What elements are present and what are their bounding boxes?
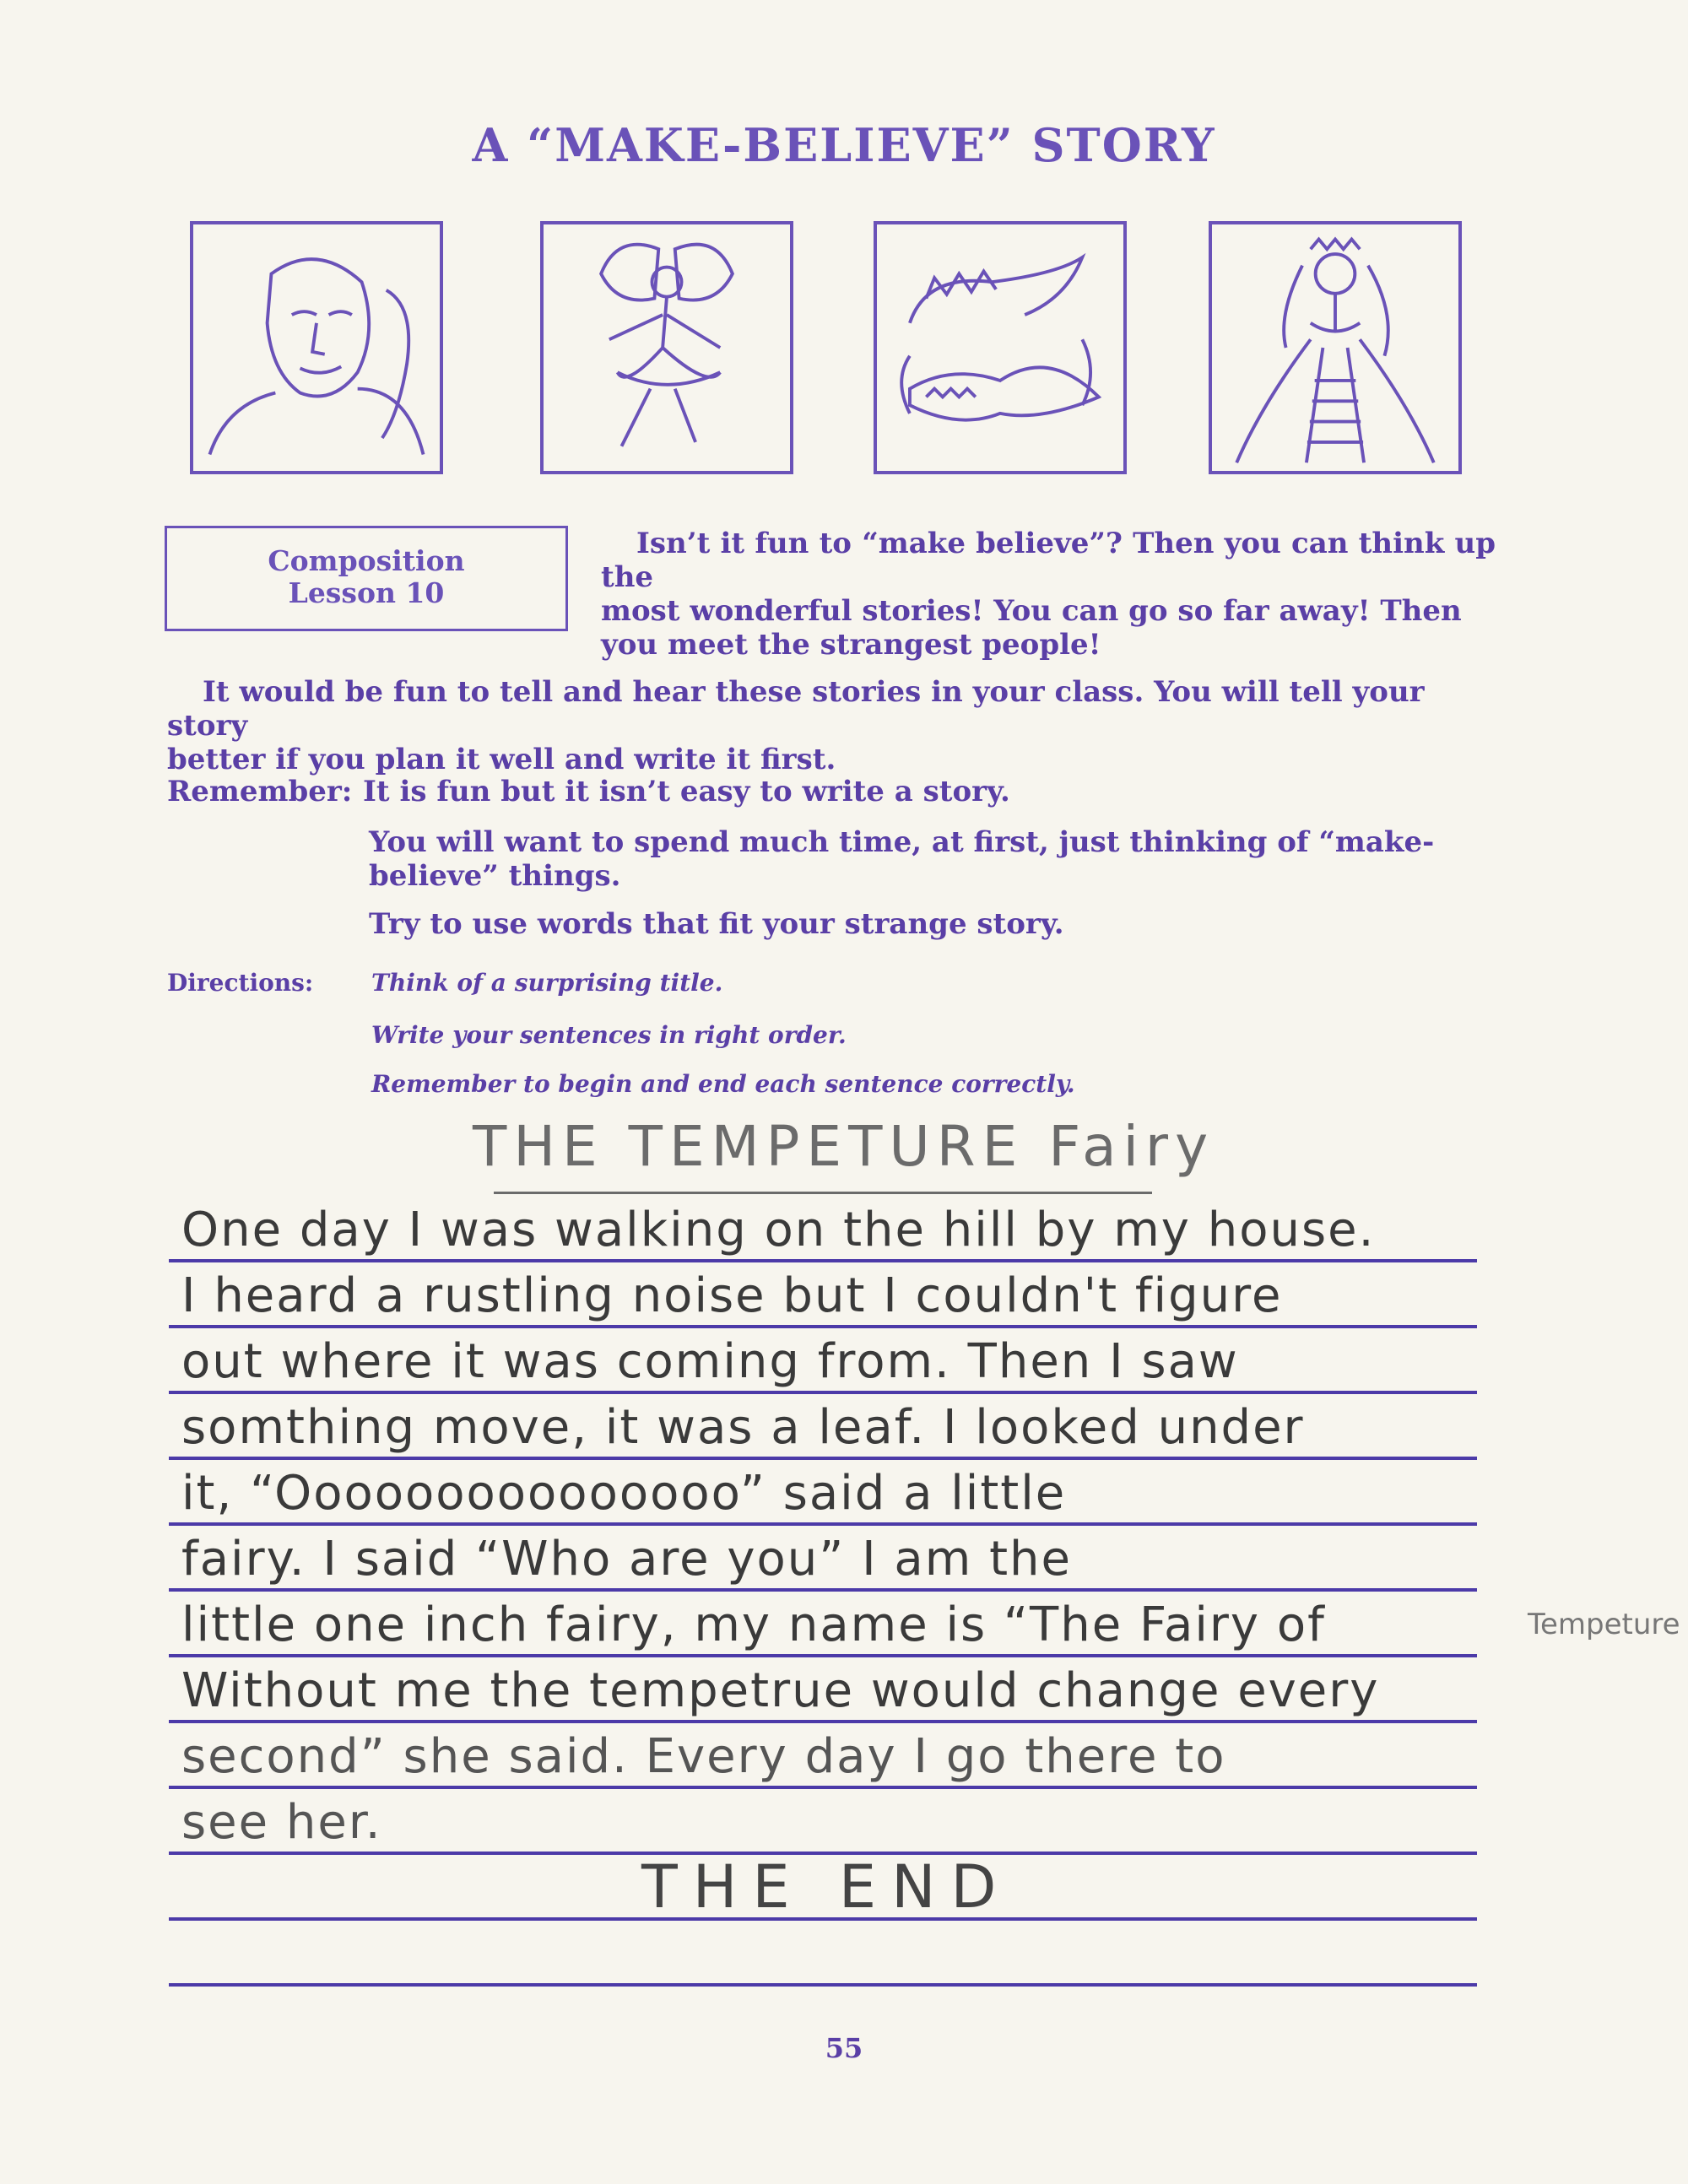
margin-note: Tempeture: [1528, 1608, 1680, 1641]
remember-item: believe” things.: [369, 859, 621, 893]
remember-item: You will want to spend much time, at first, just thinking of “make-: [369, 825, 1435, 859]
story-line: One day I was walking on the hill by my house.: [181, 1203, 1376, 1257]
fairy-illustration: [540, 221, 793, 474]
princess-illustration: [1209, 221, 1462, 474]
ruled-line: [169, 1588, 1477, 1592]
story-line: Without me the tempetrue would change every: [181, 1663, 1380, 1718]
man-illustration: [190, 221, 443, 474]
paragraph-line: better if you plan it well and write it first.: [167, 743, 836, 776]
story-line: I heard a rustling noise but I couldn't figure: [181, 1268, 1283, 1323]
intro-line: most wonderful stories! You can go so far away! Then: [601, 594, 1462, 628]
ruled-line: [169, 1391, 1477, 1394]
ruled-line: [169, 1720, 1477, 1723]
story-line: see her.: [181, 1795, 382, 1850]
paragraph-line: It would be fun to tell and hear these stories in your class. You will tell your story: [167, 675, 1425, 743]
ruled-line: [169, 1983, 1477, 1987]
ruled-line: [169, 1654, 1477, 1657]
ruled-line: [169, 1325, 1477, 1328]
ruled-line: [169, 1786, 1477, 1789]
direction-item: Write your sentences in right order.: [371, 1021, 847, 1049]
instruction-paragraph: [167, 675, 1496, 776]
title-underline: [494, 1192, 1152, 1194]
remember-item: Try to use words that fit your strange story.: [369, 907, 1064, 941]
page-number: 55: [825, 2032, 863, 2064]
story-line: it, “Ooooooooooooooo” said a little: [181, 1466, 1067, 1521]
remember-label: Remember:: [167, 775, 353, 808]
story-line: little one inch fairy, my name is “The Fairy of: [181, 1597, 1326, 1652]
intro-line: Isn’t it fun to “make believe”? Then you can think up the: [601, 527, 1496, 594]
lesson-label: Composition: [268, 544, 465, 577]
remember-item: It is fun but it isn’t easy to write a story.: [363, 775, 1010, 808]
ruled-line: [169, 1522, 1477, 1526]
directions-label: Directions:: [167, 969, 314, 997]
story-end: THE END: [641, 1852, 1012, 1922]
story-line: second” she said. Every day I go there to: [181, 1729, 1226, 1784]
ruled-line: [169, 1259, 1477, 1262]
page-title: A “MAKE-BELIEVE” STORY: [472, 118, 1216, 172]
story-line: fairy. I said “Who are you” I am the: [181, 1532, 1072, 1587]
story-line: out where it was coming from. Then I saw: [181, 1334, 1239, 1389]
story-line: somthing move, it was a leaf. I looked under: [181, 1400, 1305, 1455]
intro-text: [601, 527, 1496, 662]
direction-item: Think of a surprising title.: [371, 969, 723, 997]
dragon-illustration: [874, 221, 1127, 474]
ruled-line: [169, 1457, 1477, 1460]
intro-line: you meet the strangest people!: [601, 628, 1101, 662]
direction-item: Remember to begin and end each sentence correctly.: [371, 1070, 1075, 1098]
story-title: THE TEMPETURE Fairy: [473, 1114, 1215, 1179]
lesson-number: Lesson 10: [288, 576, 445, 609]
lesson-box: [165, 526, 568, 631]
